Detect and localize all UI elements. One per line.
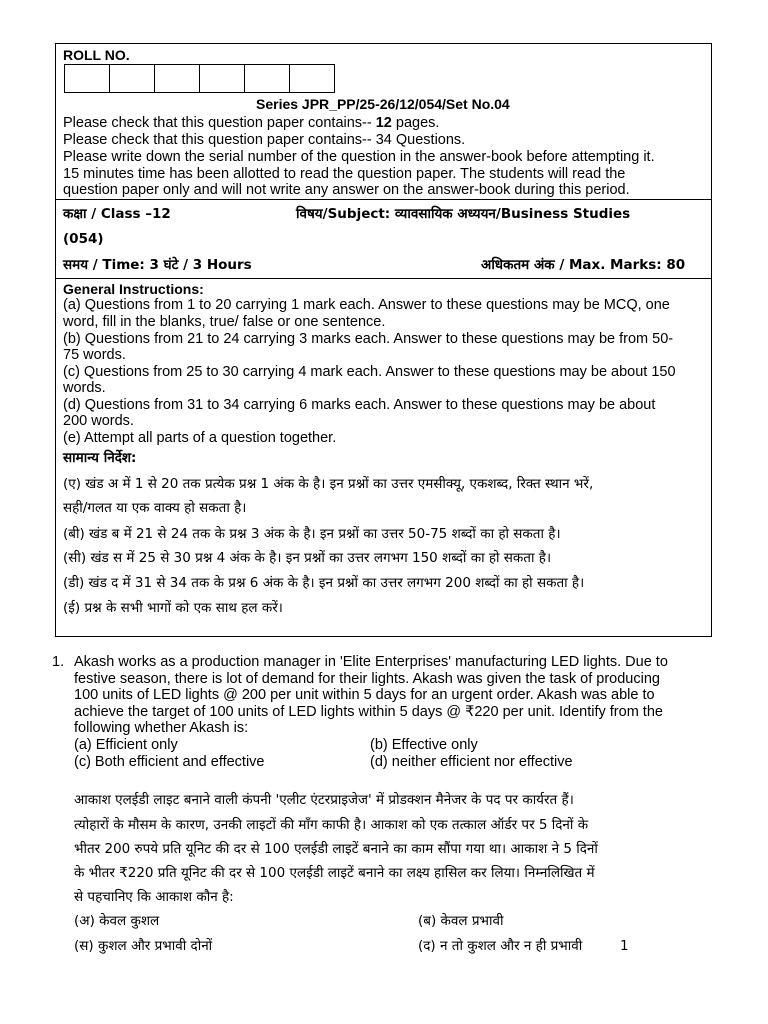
hindi-instruction-line: (डी) खंड द में 31 से 34 तक के प्रश्न 6 अंक के है। इन प्रश्नों का उत्तर लगभग 200 शब्दों का हो सकता है। xyxy=(63,575,585,591)
question-text-line: following whether Akash is: xyxy=(74,720,249,736)
divider xyxy=(56,199,711,200)
hindi-instruction-line: (ए) खंड अ में 1 से 20 तक प्रत्येक प्रश्न 1 अंक के है। इन प्रश्नों का उत्तर एमसीक्यू, एकशब्द, रिक्त स्थान भरें, xyxy=(63,476,594,492)
subject-label: विषय/Subject: व्यावसायिक अध्ययन/Business Studies xyxy=(296,206,631,222)
question-number: 1. xyxy=(52,654,65,670)
hindi-question-line: से पहचानिए कि आकाश कौन है: xyxy=(74,889,234,905)
instruction-line: (d) Questions from 31 to 34 carrying 6 marks each. Answer to these questions may be about xyxy=(63,397,656,413)
instruction-line: words. xyxy=(63,380,106,396)
option-d[interactable]: (d) neither efficient nor effective xyxy=(370,754,573,770)
hindi-option-d[interactable]: (द) न तो कुशल और न ही प्रभावी xyxy=(418,938,583,954)
hindi-instruction-line: सही/गलत या एक वाक्य हो सकता है। xyxy=(63,500,247,516)
hindi-question-line: के भीतर ₹220 प्रति यूनिट की दर से 100 एलईडी लाइटें बनाने का लक्ष्य हासिल कर लिया। निम्नलिखित में xyxy=(74,865,595,881)
question-text-line: achieve the target of 100 units of LED lights within 5 days @ ₹220 per unit. Identify from the xyxy=(74,704,663,720)
instruction-line: (a) Questions from 1 to 20 carrying 1 mark each. Answer to these questions may be MCQ, one xyxy=(63,297,670,313)
series-code: Series JPR_PP/25-26/12/054/Set No.04 xyxy=(256,96,510,112)
reading-time-note-line1: 15 minutes time has been allotted to read the question paper. The students will read the xyxy=(63,166,626,182)
option-a[interactable]: (a) Efficient only xyxy=(74,737,178,753)
instructions-heading: General Instructions: xyxy=(63,281,204,297)
max-marks-label: अधिकतम अंक / Max. Marks: 80 xyxy=(481,257,686,273)
divider xyxy=(56,278,711,279)
class-label: कक्षा / Class –12 xyxy=(63,206,171,222)
hindi-instruction-line: (बी) खंड ब में 21 से 24 तक के प्रश्न 3 अंक के है। इन प्रश्नों का उत्तर 50-75 शब्दों का हो सकता है। xyxy=(63,526,561,542)
reading-time-note-line2: question paper only and will not write any answer on the answer-book during this period. xyxy=(63,182,630,198)
question-text-line: Akash works as a production manager in 'Elite Enterprises' manufacturing LED lights. Due to xyxy=(74,654,668,670)
roll-digit-box[interactable] xyxy=(154,64,200,93)
roll-digit-box[interactable] xyxy=(64,64,110,93)
option-c[interactable]: (c) Both efficient and effective xyxy=(74,754,265,770)
roll-digit-box[interactable] xyxy=(289,64,335,93)
question-text-line: festive season, there is lot of demand for their lights. Akash was given the task of producing xyxy=(74,671,660,687)
hindi-question-line: आकाश एलईडी लाइट बनाने वाली कंपनी 'एलीट एंटरप्राइजेज' में प्रोडक्शन मैनेजर के पद पर कार्यरत हैं। xyxy=(74,792,574,808)
hindi-question-line: त्योहारों के मौसम के कारण, उनकी लाइटों की माँग काफी है। आकाश को एक तत्काल ऑर्डर पर 5 दिनों के xyxy=(74,817,589,833)
instruction-line: (c) Questions from 25 to 30 carrying 4 mark each. Answer to these questions may be about 150 xyxy=(63,364,676,380)
roll-digit-box[interactable] xyxy=(244,64,290,93)
hindi-instructions-heading: सामान्य निर्देश: xyxy=(63,450,137,466)
hindi-question-line: भीतर 200 रुपये प्रति यूनिट की दर से 100 एलईडी लाइटें बनाने का काम सौंपा गया था। आकाश ने 5 दिनों xyxy=(74,841,598,857)
hindi-option-b[interactable]: (ब) केवल प्रभावी xyxy=(418,913,504,929)
hindi-option-c[interactable]: (स) कुशल और प्रभावी दोनों xyxy=(74,938,213,954)
hindi-instruction-line: (ई) प्रश्न के सभी भागों को एक साथ हल करें। xyxy=(63,600,283,616)
page-count-note: Please check that this question paper contains-- 12 pages. xyxy=(63,115,440,131)
hindi-instruction-line: (सी) खंड स में 25 से 30 प्रश्न 4 अंक के है। इन प्रश्नों का उत्तर लगभग 150 शब्दों का हो सकता है। xyxy=(63,550,552,566)
question-count-note: Please check that this question paper contains-- 34 Questions. xyxy=(63,132,466,148)
time-label: समय / Time: 3 घंटे / 3 Hours xyxy=(63,257,252,273)
instruction-line: (b) Questions from 21 to 24 carrying 3 marks each. Answer to these questions may be from 50- xyxy=(63,331,674,347)
subject-code: (054) xyxy=(63,231,104,247)
header-box xyxy=(55,43,712,637)
roll-digit-box[interactable] xyxy=(109,64,155,93)
roll-number-boxes[interactable] xyxy=(64,64,334,93)
instruction-line: 75 words. xyxy=(63,347,126,363)
instruction-line: 200 words. xyxy=(63,413,134,429)
serial-number-note: Please write down the serial number of the question in the answer-book before attempting it. xyxy=(63,149,655,165)
instruction-line: (e) Attempt all parts of a question together. xyxy=(63,430,337,446)
hindi-option-a[interactable]: (अ) केवल कुशल xyxy=(74,913,160,929)
question-text-line: 100 units of LED lights @ 200 per unit within 5 days for an urgent order. Akash was able to xyxy=(74,687,655,703)
roll-digit-box[interactable] xyxy=(199,64,245,93)
option-b[interactable]: (b) Effective only xyxy=(370,737,478,753)
instruction-line: word, fill in the blanks, true/ false or one sentence. xyxy=(63,314,386,330)
question-marks: 1 xyxy=(620,938,629,954)
roll-number-label: ROLL NO. xyxy=(63,47,130,63)
